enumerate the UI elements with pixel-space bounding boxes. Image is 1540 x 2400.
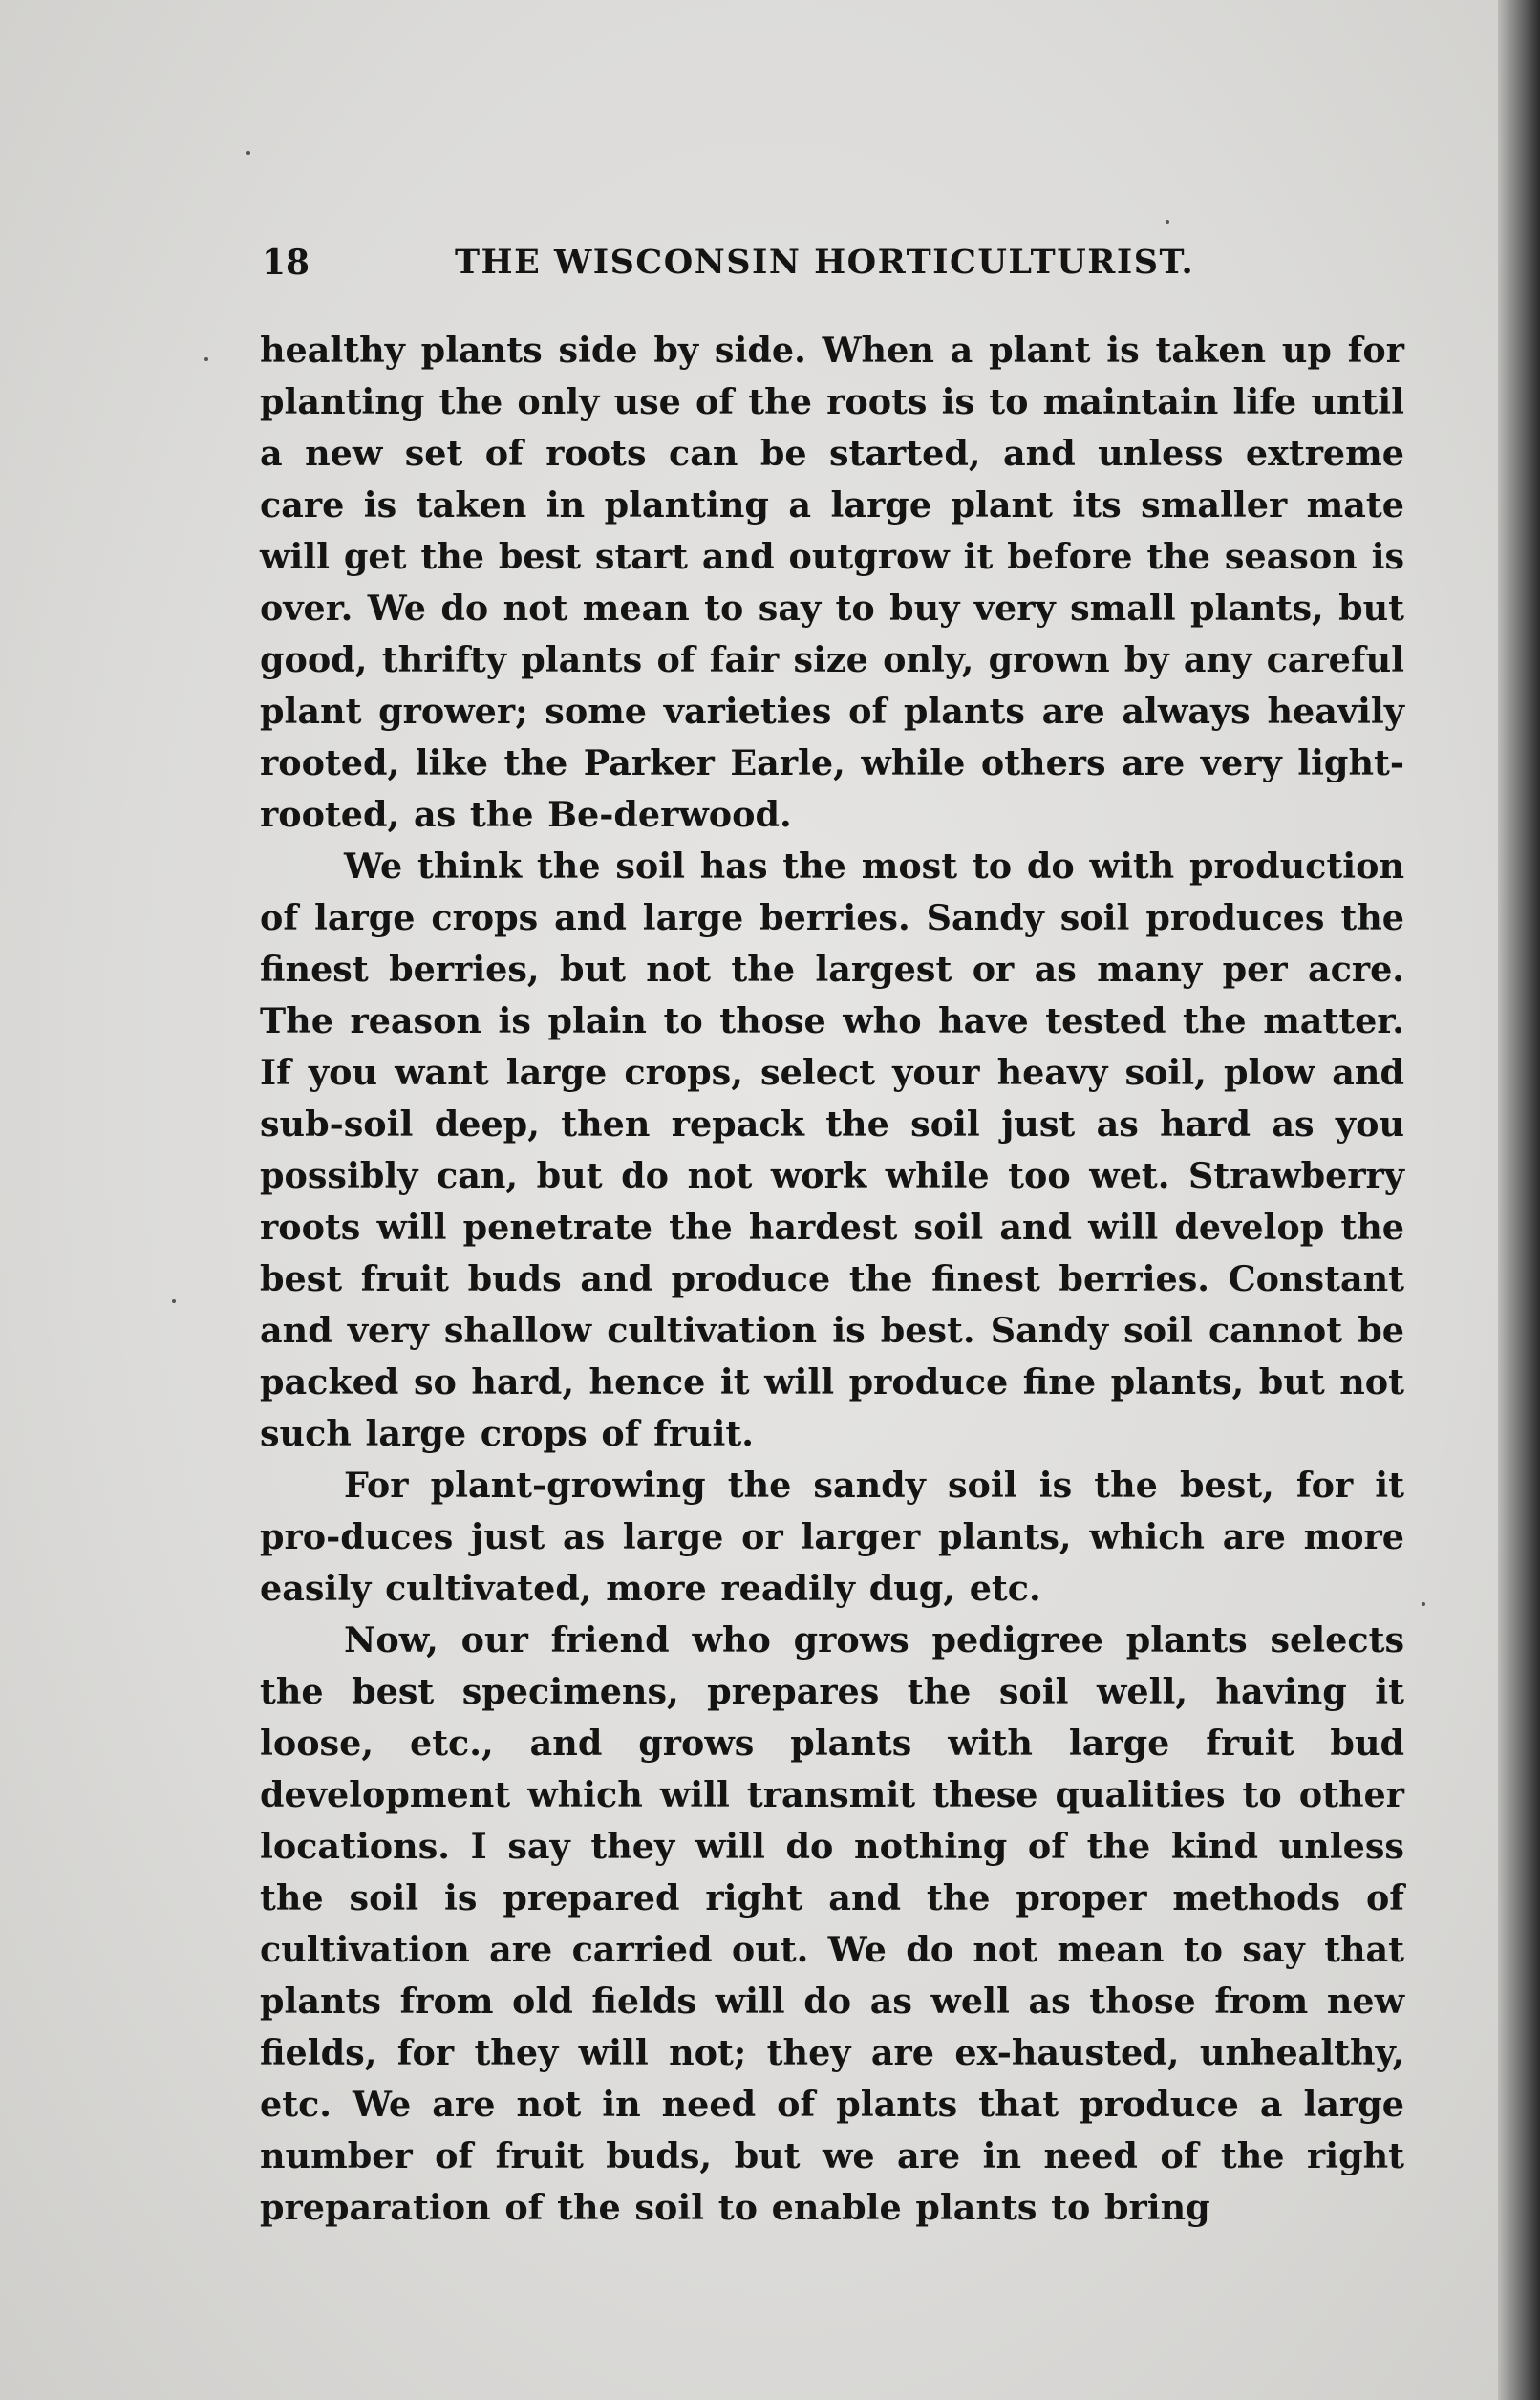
paragraph-1: healthy plants side by side. When a plant is taken up for planting the only use of the roots is to maintain life until a new set of roots can be started, and unless extreme care is taken in planting a large plant its smaller mate will get the best start and outgrow it before the season is over. We do not mean to say to buy very small plants, but good, thrifty plants of fair size only, grown by any careful plant grower; some varieties of plants are always heavily rooted, like the Parker Earle, while others are very light-rooted, as the Be-derwood. <box>260 330 1404 835</box>
paper-speck <box>172 1299 176 1303</box>
page-edge-shadow <box>1498 0 1540 2400</box>
paper-speck <box>204 357 208 361</box>
page-header <box>262 234 1236 291</box>
page-number: 18 <box>262 243 310 283</box>
paper-speck <box>1422 1602 1425 1606</box>
paper-speck <box>246 151 250 155</box>
running-title: THE WISCONSIN HORTICULTURIST. <box>455 243 1195 282</box>
body-text <box>260 325 1404 2234</box>
paper-speck <box>1166 220 1169 224</box>
paragraph-2: We think the soil has the most to do with production of large crops and large berries. Sandy soil produces the finest berries, but not the largest or as many per acre. The reason is plain to those who have tested the matter. If you want large crops, select your heavy soil, plow and sub-soil deep, then repack the soil just as hard as you possibly can, but do not work while too wet. Strawberry roots will penetrate the hardest soil and will develop the best fruit buds and produce the finest berries. Constant and very shallow cultivation is best. Sandy soil cannot be packed so hard, hence it will produce fine plants, but not such large crops of fruit. <box>260 846 1404 1454</box>
paragraph-4: Now, our friend who grows pedigree plants selects the best specimens, prepares the soil well, having it loose, etc., and grows plants with large fruit bud development which will transmit these qualities to other locations. I say they will do nothing of the kind unless the soil is prepared right and the proper methods of cultivation are carried out. We do not mean to say that plants from old fields will do as well as those from new fields, for they will not; they are ex-hausted, unhealthy, etc. We are not in need of plants that produce a large number of fruit buds, but we are in need of the right preparation of the soil to enable plants to bring <box>260 1619 1404 2228</box>
paragraph-3: For plant-growing the sandy soil is the best, for it pro-duces just as large or larger plants, which are more easily cultivated, more readily dug, etc. <box>260 1465 1404 1609</box>
